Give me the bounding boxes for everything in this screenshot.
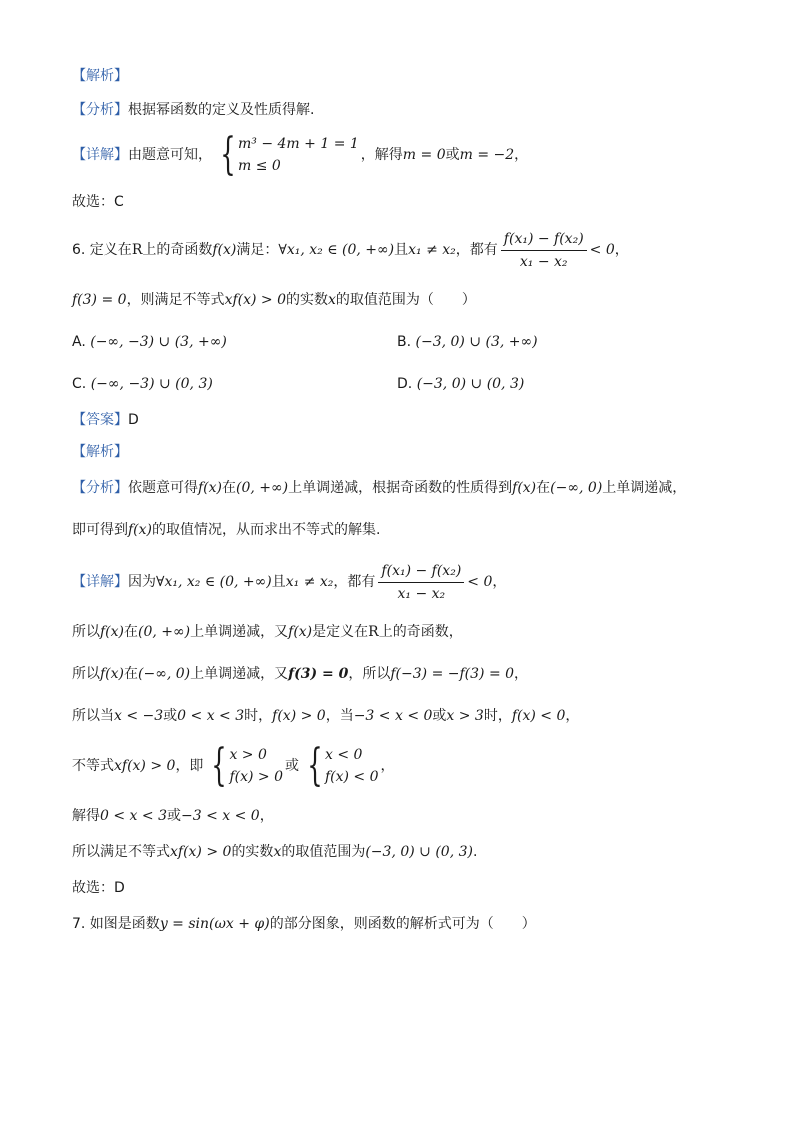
q6-and: 且 [394,242,409,258]
xj3-e: ， [514,666,529,682]
q6-xiangjie-line3 [72,664,528,684]
q6-line2-b: ，则满足不等式 [126,292,225,308]
xj4-r2: 0 < x < 3 [177,708,245,724]
xj5-b: ，即 [175,758,204,774]
xj1-forall: ∀x₁, x₂ ∈ (0, +∞) [156,574,272,590]
xiangjie-prefix: 由题意可知， [128,147,212,163]
xiangjie-end: ， [514,147,529,163]
xj4-neg: f(x) < 0 [511,708,566,724]
q6-stem-line1 [72,228,629,272]
answer-tag: 【答案】 [72,412,128,428]
q6-lt0: < 0 [589,242,615,258]
q7-stem [72,914,536,934]
q6-choice: 故选：D [72,880,125,896]
xj2-a: 所以 [72,624,100,640]
xj2-b: 在 [124,624,139,640]
q6-xiangjie-line1 [72,560,506,604]
q6-stem-b: 上的奇函数 [142,242,213,258]
xj2-int: (0, +∞) [138,624,191,640]
q6-fraction [501,230,587,271]
q6-fenxi-int1: (0, +∞) [236,480,289,496]
q6-xiangjie-line5 [72,740,395,791]
equation-system [214,129,359,180]
xj6-r2: −3 < x < 0 [180,808,260,824]
xj4-r1: x < −3 [114,708,164,724]
xj4-e: ， [565,708,580,724]
xj5-c: ， [380,758,395,774]
xj7-x: x [273,844,282,860]
q7-stem-b: 的部分图象，则函数的解析式可为（ ） [269,916,536,932]
q6-fenxi-tag: 【分析】 [72,480,128,496]
brace: { [307,740,323,791]
xj4-r3: −3 < x < 0 [353,708,433,724]
q6-xiangjie-line4 [72,706,579,726]
xj1-and: 且 [271,574,286,590]
brace: { [220,129,236,180]
fenxi-tag: 【分析】 [72,102,128,118]
xj2-R: R [368,624,379,640]
q6-neq: x₁ ≠ x₂ [408,242,456,258]
sys1-row2: f(x) > 0 [229,769,283,785]
solution-1: m = 0 [402,147,446,163]
xj1-lt: < 0 [467,574,493,590]
xj3-eq: f(−3) = −f(3) = 0 [390,666,515,682]
q6-x: x [328,292,336,308]
xj3-f3: f(3) = 0 [288,666,349,682]
q6-answer [72,410,139,430]
xj6-r1: 0 < x < 3 [100,808,167,824]
xj1-neq: x₁ ≠ x₂ [285,574,334,590]
sys1-row1: x > 0 [229,747,267,763]
xj4-a: 所以当 [72,708,114,724]
q6-forall: ∀x₁, x₂ ∈ (0, +∞) [278,242,395,258]
xj4-r4: x > 3 [446,708,484,724]
q6-fenxi-fx: f(x) [198,480,223,496]
xj2-fx2: f(x) [288,624,313,640]
or-word: 或 [445,147,460,163]
q5-choice: 故选：C [72,194,124,210]
xj1-always: ，都有 [333,574,376,590]
xj4-or2: 或 [432,708,447,724]
xj3-int: (−∞, 0) [138,666,191,682]
sys2-row1: x < 0 [324,747,363,763]
xj7-set: (−3, 0) ∪ (0, 3) [365,844,473,860]
q6-fenxi-b: 在 [222,480,237,496]
q5-xiangjie [72,129,529,180]
xj7-d: . [472,844,478,860]
q6-fenxi-l2-a: 即可得到 [72,522,128,538]
q6-xiangjie-tag: 【详解】 [72,574,128,590]
xj3-b: 在 [124,666,139,682]
q6-stem-c: 满足： [236,242,279,258]
fraction-denominator: x₁ − x₂ [519,253,568,270]
xj3-a: 所以 [72,666,100,682]
q6-fenxi-int2: (−∞, 0) [550,480,603,496]
option-a-label: A. [72,334,86,350]
q6-fenxi-d: 在 [536,480,551,496]
q6-fenxi-fx2: f(x) [512,480,537,496]
q6-analysis-heading: 【解析】 [72,444,128,460]
q5-fenxi [72,100,314,120]
real-set-R: R [131,242,143,258]
xj3-fx: f(x) [100,666,125,682]
q6-stem-a: 6. 定义在 [72,242,132,258]
option-d-label: D. [397,376,413,392]
q6-xiangjie-line6 [72,806,274,826]
q6-fenxi-line1 [72,478,686,498]
q6-f3: f(3) = 0 [72,292,127,308]
xj2-c: 上单调递减，又 [190,624,289,640]
fraction-numerator: f(x₁) − f(x₂) [501,230,587,251]
q6-fx: f(x) [212,242,237,258]
q6-xiangjie-line2 [72,622,463,642]
xj7-c: 的取值范围为 [281,844,366,860]
xj5-ineq: xf(x) > 0 [114,758,176,774]
option-c [72,374,213,394]
option-d [397,374,524,394]
option-b-value: (−3, 0) ∪ (3, +∞) [415,334,538,350]
inequality-system-2 [301,740,379,791]
xj7-ineq: xf(x) > 0 [170,844,232,860]
option-c-label: C. [72,376,87,392]
option-d-value: (−3, 0) ∪ (0, 3) [416,376,525,392]
option-c-value: (−∞, −3) ∪ (0, 3) [90,376,213,392]
system-row-1: m³ − 4m + 1 = 1 [238,136,359,152]
xj7-a: 所以满足不等式 [72,844,170,860]
xj2-d: 是定义在 [312,624,369,640]
q6-fenxi-e: 上单调递减， [602,480,687,496]
xj1-denominator: x₁ − x₂ [397,585,446,602]
q6-line2-d: 的取值范围为（ ） [335,292,476,308]
xj7-b: 的实数 [231,844,274,860]
q6-fenxi-a: 依题意可得 [128,480,198,496]
q6-always: ，都有 [455,242,498,258]
q6-xiangjie-line7 [72,842,477,862]
xj3-d: ，所以 [348,666,391,682]
q6-fenxi-l2-b: 的取值情况，从而求出不等式的解集. [152,522,381,538]
brace: { [211,740,228,791]
option-a-value: (−∞, −3) ∪ (3, +∞) [90,334,227,350]
fenxi-text: 根据幂函数的定义及性质得解. [128,102,315,118]
q6-comma: ， [614,242,629,258]
solution-2: m = −2 [459,147,515,163]
q6-line2-c: 的实数 [286,292,328,308]
xiangjie-mid: ，解得 [360,147,403,163]
xj3-c: 上单调递减，又 [190,666,289,682]
q6-stem-line2 [72,290,476,310]
option-b-label: B. [397,334,412,350]
xj2-fx: f(x) [100,624,125,640]
xiangjie-tag: 【详解】 [72,147,128,163]
xj6-a: 解得 [72,808,100,824]
xj4-d: 时， [483,708,512,724]
q7-function: y = sin(ωx + φ) [159,916,270,932]
xj4-c: ，当 [325,708,354,724]
q7-stem-a: 7. 如图是函数 [72,916,160,932]
xj6-or: 或 [166,808,181,824]
xj1-numerator: f(x₁) − f(x₂) [378,562,464,583]
xj4-pos: f(x) > 0 [272,708,326,724]
option-b [397,332,538,352]
xj5-or: 或 [284,758,299,774]
xj1-end: ， [492,574,507,590]
system-row-2: m ≤ 0 [238,158,281,174]
q6-ineq: xf(x) > 0 [224,292,286,308]
answer-value: D [128,412,139,428]
option-a [72,332,227,352]
xj5-a: 不等式 [72,758,114,774]
xj6-b: ， [259,808,274,824]
xj2-e: 上的奇函数， [378,624,463,640]
inequality-system-1 [205,740,283,791]
q6-fenxi-l2-fx: f(x) [128,522,153,538]
sys2-row2: f(x) < 0 [324,769,379,785]
xj1-fraction [378,562,464,603]
xj4-b: 时， [244,708,273,724]
xj4-or: 或 [163,708,178,724]
q6-fenxi-line2 [72,520,380,540]
q6-fenxi-c: 上单调递减，根据奇函数的性质得到 [288,480,513,496]
xj1-a: 因为 [128,574,156,590]
analysis-heading: 【解析】 [72,68,128,84]
